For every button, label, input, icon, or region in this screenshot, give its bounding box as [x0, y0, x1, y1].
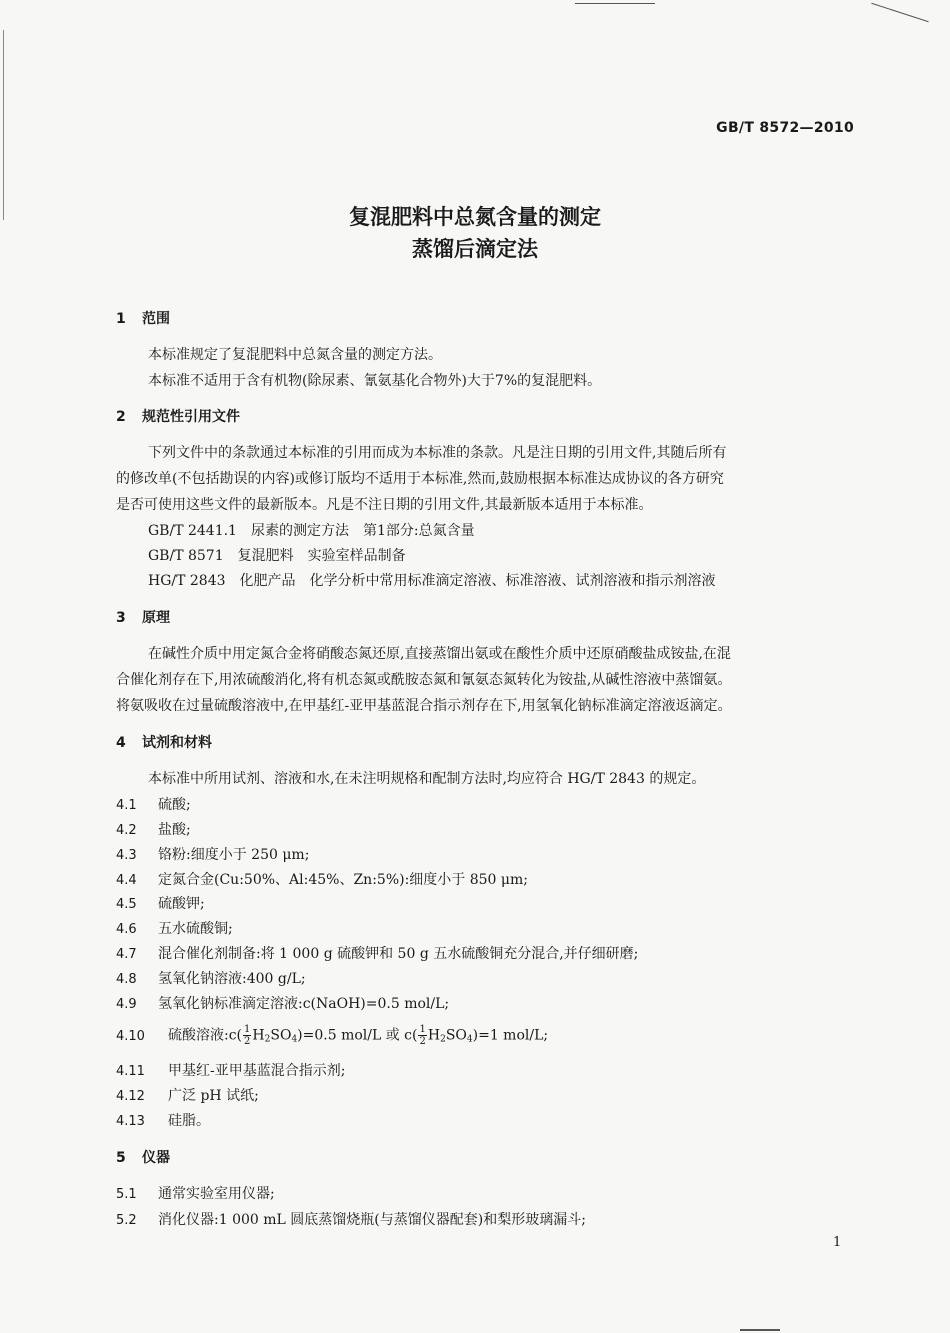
formula-lead: 硫酸溶液:c(	[168, 1027, 243, 1044]
list-item	[116, 969, 306, 990]
scan-mark-top-right	[871, 3, 928, 22]
section-title: 试剂和材料	[142, 735, 212, 751]
paragraph-line: 在碱性介质中用定氮合金将硝酸态氮还原,直接蒸馏出氨或在酸性介质中还原硝酸盐成铵盐,在混	[148, 646, 731, 662]
item-number: 4.9	[116, 997, 137, 1012]
section-1-heading	[116, 309, 170, 329]
item-number: 4.2	[116, 823, 137, 838]
item-text: 硅脂。	[168, 1113, 210, 1129]
item-number: 4.8	[116, 972, 137, 987]
item-text: 通常实验室用仪器;	[158, 1186, 275, 1202]
paragraph: 本标准规定了复混肥料中总氮含量的测定方法。	[148, 347, 442, 363]
section-number: 4	[116, 735, 126, 751]
item-text: 硫酸钾;	[158, 896, 205, 912]
list-item	[116, 795, 191, 816]
section-title: 原理	[142, 610, 170, 626]
item-number: 4.1	[116, 798, 137, 813]
formula-element: H	[427, 1027, 441, 1044]
item-number: 4.4	[116, 873, 137, 888]
item-number: 4.7	[116, 947, 137, 962]
item-number: 4.5	[116, 897, 137, 912]
section-2-heading	[116, 407, 240, 427]
item-number: 4.10	[116, 1028, 145, 1044]
formula-text: )=0.5 mol/L 或 c(	[297, 1027, 418, 1044]
fraction	[243, 1024, 251, 1047]
item-text: 铬粉:细度小于 250 μm;	[158, 847, 310, 863]
section-title: 范围	[142, 311, 170, 327]
fraction-denominator: 2	[419, 1036, 426, 1047]
fraction	[418, 1024, 426, 1047]
list-item	[116, 1111, 210, 1132]
paragraph-line: 是否可使用这些文件的最新版本。凡是不注日期的引用文件,其最新版本适用于本标准。	[116, 497, 653, 513]
item-text: 盐酸;	[158, 822, 191, 838]
scan-mark-left	[3, 30, 4, 220]
section-3-heading	[116, 608, 170, 628]
section-number: 1	[116, 311, 126, 327]
item-number: 4.6	[116, 922, 137, 937]
item-number: 5.1	[116, 1187, 137, 1202]
list-item	[116, 894, 205, 915]
item-number: 4.3	[116, 848, 137, 863]
section-4-heading	[116, 733, 212, 753]
section-number: 3	[116, 610, 126, 626]
section-title: 仪器	[142, 1150, 170, 1166]
standard-number: GB/T 8572—2010	[716, 120, 854, 136]
list-item	[116, 845, 309, 866]
list-item	[116, 919, 233, 940]
formula-element: H	[252, 1027, 265, 1044]
scan-mark-bottom	[740, 1329, 780, 1331]
list-item	[116, 1184, 275, 1205]
formula-element: SO	[445, 1027, 467, 1044]
page-number: 1	[833, 1235, 842, 1250]
formula-subscript: 4	[466, 1034, 473, 1045]
item-text: 氢氧化钠溶液:400 g/L;	[158, 971, 306, 987]
item-text: 氢氧化钠标准滴定溶液:c(NaOH)=0.5 mol/L;	[158, 996, 450, 1012]
item-text: 五水硫酸铜;	[158, 921, 233, 937]
section-number: 5	[116, 1150, 126, 1166]
item-text: 混合催化剂制备:将 1 000 g 硫酸钾和 50 g 五水硫酸铜充分混合,并仔细研磨;	[158, 946, 639, 962]
formula-text: )=1 mol/L;	[472, 1027, 549, 1044]
item-text: 消化仪器:1 000 mL 圆底蒸馏烧瓶(与蒸馏仪器配套)和梨形玻璃漏斗;	[158, 1212, 586, 1228]
list-item	[116, 870, 528, 891]
reference-item: GB/T 8571 复混肥料 实验室样品制备	[148, 548, 406, 564]
paragraph-line: 将氨吸收在过量硫酸溶液中,在甲基红-亚甲基蓝混合指示剂存在下,用氢氧化钠标准滴定溶液返滴定。	[116, 698, 732, 714]
formula-subscript: 4	[291, 1034, 298, 1045]
formula-subscript: 2	[264, 1034, 271, 1045]
formula-subscript: 2	[440, 1034, 446, 1045]
paragraph: 本标准中所用试剂、溶液和水,在未注明规格和配制方法时,均应符合 HG/T 2843 的规定。	[148, 771, 706, 787]
formula-element: SO	[270, 1027, 292, 1044]
document-title: 复混肥料中总氮含量的测定	[349, 205, 601, 229]
paragraph-line: 的修改单(不包括勘误的内容)或修订版均不适用于本标准,然而,鼓励根据本标准达成协议的各方研究	[116, 471, 724, 487]
document-subtitle: 蒸馏后滴定法	[412, 237, 538, 261]
section-title: 规范性引用文件	[142, 409, 240, 425]
item-number: 4.11	[116, 1064, 145, 1079]
list-item	[116, 1210, 586, 1231]
item-text: 广泛 pH 试纸;	[168, 1088, 259, 1104]
list-item	[116, 994, 449, 1015]
paragraph-line: 下列文件中的条款通过本标准的引用而成为本标准的条款。凡是注日期的引用文件,其随后所有	[148, 445, 727, 461]
list-item	[116, 1061, 345, 1082]
section-number: 2	[116, 409, 126, 425]
fraction-denominator: 2	[244, 1036, 251, 1047]
reference-item: HG/T 2843 化肥产品 化学分析中常用标准滴定溶液、标准溶液、试剂溶液和指示剂溶液	[148, 573, 716, 589]
fraction-numerator: 1	[419, 1024, 426, 1035]
item-text: 定氮合金(Cu:50%、Al:45%、Zn:5%):细度小于 850 μm;	[158, 872, 529, 888]
item-number: 4.13	[116, 1114, 145, 1129]
reference-item: GB/T 2441.1 尿素的测定方法 第1部分:总氮含量	[148, 523, 475, 539]
item-text: 硫酸;	[158, 797, 191, 813]
paragraph-line: 合催化剂存在下,用浓硫酸消化,将有机态氮或酰胺态氮和氰氨态氮转化为铵盐,从碱性溶液中蒸馏氨。	[116, 672, 732, 688]
list-item-formula	[116, 1024, 548, 1050]
section-5-heading	[116, 1148, 170, 1168]
list-item	[116, 1086, 259, 1107]
item-number: 4.12	[116, 1089, 145, 1104]
paragraph: 本标准不适用于含有机物(除尿素、氰氨基化合物外)大于7%的复混肥料。	[148, 373, 602, 389]
item-number: 5.2	[116, 1213, 137, 1228]
list-item	[116, 944, 638, 965]
scan-mark-top	[575, 3, 655, 4]
fraction-numerator: 1	[244, 1024, 251, 1035]
list-item	[116, 820, 191, 841]
item-text: 甲基红-亚甲基蓝混合指示剂;	[168, 1063, 346, 1079]
